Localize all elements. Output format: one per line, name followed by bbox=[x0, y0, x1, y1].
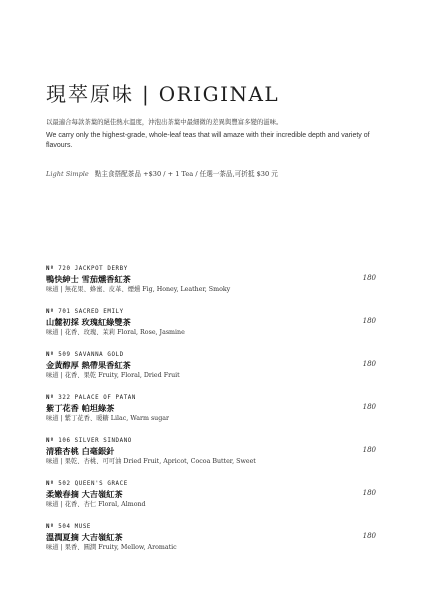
tea-item bbox=[46, 265, 376, 303]
tea-code: 504 MUSE bbox=[58, 524, 92, 530]
title-en: ORIGINAL bbox=[158, 82, 280, 106]
number-label: Nº bbox=[46, 481, 55, 487]
tea-notes: 味道 | 花香、玫瑰、茉莉 Floral, Rose, Jasmine bbox=[46, 329, 185, 336]
intro-zh: 以最適合每款茶葉的絕佳熱水溫度，沖泡出茶葉中最細微的差異與豐富多變的滋味。 bbox=[46, 118, 283, 126]
tea-name: 紫丁花香 帕坦綠茶 bbox=[46, 403, 115, 413]
tea-price: 180 bbox=[362, 446, 376, 454]
tea-item bbox=[46, 437, 376, 475]
tea-price: 180 bbox=[362, 489, 376, 497]
tea-price: 180 bbox=[362, 403, 376, 411]
tea-price: 180 bbox=[362, 274, 376, 282]
tea-number bbox=[46, 523, 376, 531]
tea-name: 清雅杏桃 白毫銀針 bbox=[46, 446, 115, 456]
tea-name: 金黃醇厚 熱帶果香紅茶 bbox=[46, 360, 131, 370]
tea-number bbox=[46, 351, 376, 359]
tea-notes: 味道 | 紫丁花香、暖糖 Lilac, Warm sugar bbox=[46, 415, 170, 422]
number-label: Nº bbox=[46, 266, 55, 272]
tea-name: 溫潤夏摘 大吉嶺紅茶 bbox=[46, 532, 123, 542]
tea-notes: 味道 | 花香、果乾 Fruity, Floral, Dried Fruit bbox=[46, 372, 180, 379]
title-separator: | bbox=[142, 82, 151, 106]
number-label: Nº bbox=[46, 395, 55, 401]
tea-code: 720 JACKPOT DERBY bbox=[58, 266, 128, 272]
page-title bbox=[46, 78, 279, 107]
number-label: Nº bbox=[46, 438, 55, 444]
tea-code: 322 PALACE OF PATAN bbox=[58, 395, 136, 401]
title-zh: 現萃原味 bbox=[46, 82, 134, 106]
tea-item bbox=[46, 480, 376, 518]
tea-notes: 味道 | 花香、杏仁 Floral, Almond bbox=[46, 501, 146, 508]
tea-price: 180 bbox=[362, 360, 376, 368]
tea-price: 180 bbox=[362, 317, 376, 325]
tea-number bbox=[46, 308, 376, 316]
tea-number bbox=[46, 265, 376, 273]
number-label: Nº bbox=[46, 524, 55, 530]
tea-number bbox=[46, 437, 376, 445]
tea-name: 鴨快紳士 雪茄燻香紅茶 bbox=[46, 274, 131, 284]
tea-number bbox=[46, 480, 376, 488]
tea-item bbox=[46, 351, 376, 389]
tea-notes: 味道 | 無花果、蜂蜜、皮革、煙燻 Fig, Honey, Leather, Smoky bbox=[46, 286, 231, 293]
combo-offer bbox=[46, 168, 278, 178]
number-label: Nº bbox=[46, 309, 55, 315]
tea-code: 509 SAVANNA GOLD bbox=[58, 352, 124, 358]
tea-code: 106 SILVER SINDANO bbox=[58, 438, 132, 444]
tea-name: 柔嫩春摘 大吉嶺紅茶 bbox=[46, 489, 123, 499]
tea-number bbox=[46, 394, 376, 402]
tea-notes: 味道 | 果乾、杏桃、可可油 Dried Fruit, Apricot, Cocoa Butter, Sweet bbox=[46, 458, 256, 465]
tea-price: 180 bbox=[362, 532, 376, 540]
tea-code: 502 QUEEN'S GRACE bbox=[58, 481, 128, 487]
tea-item bbox=[46, 523, 376, 561]
number-label: Nº bbox=[46, 352, 55, 358]
tea-notes: 味道 | 果香、圓潤 Fruity, Mellow, Aromatic bbox=[46, 544, 177, 551]
tea-name: 山麓初採 玫瑰紅綠雙茶 bbox=[46, 317, 131, 327]
tea-item bbox=[46, 308, 376, 346]
offer-tag: Light Simple bbox=[46, 170, 89, 178]
tea-item bbox=[46, 394, 376, 432]
tea-code: 701 SACRED EMILY bbox=[58, 309, 124, 315]
offer-text: 點主食搭配茶品 +$30 / + 1 Tea / 任選一茶品,可折抵 $30 元 bbox=[94, 170, 278, 178]
intro-en: We carry only the highest-grade, whole-leaf teas that will amaze with their incredible depth and variety of flavours. bbox=[46, 132, 370, 149]
